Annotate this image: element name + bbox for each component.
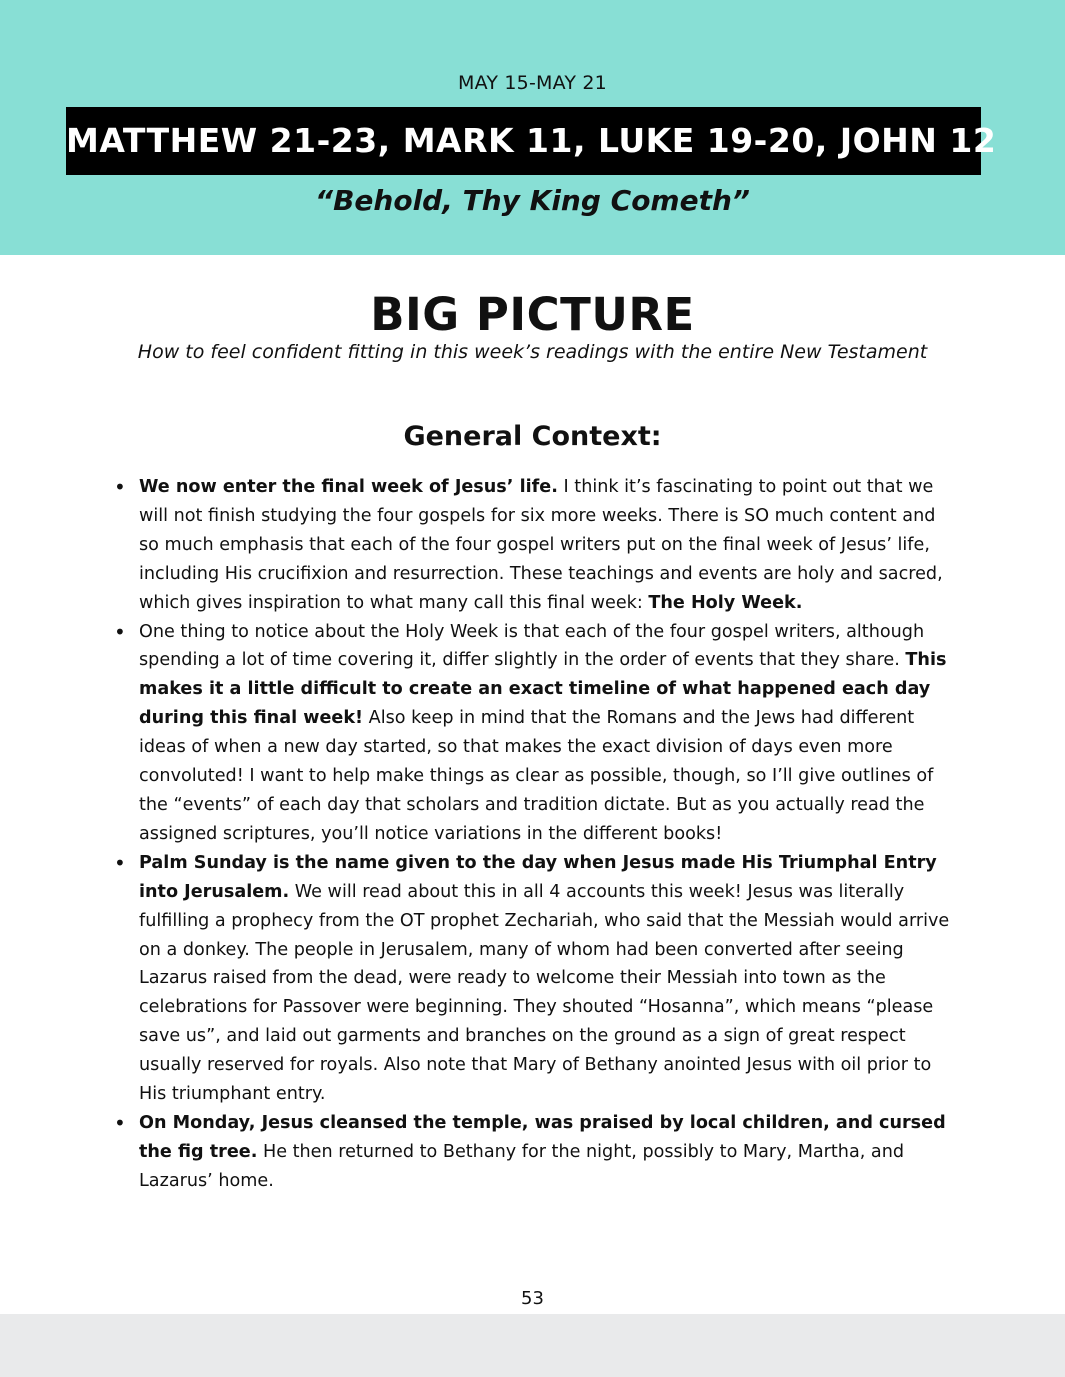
list-item [139, 618, 959, 849]
section-heading: General Context: [403, 421, 662, 452]
list-item [139, 1109, 959, 1196]
bullet-text: I think it’s fascinating to point out that we will not finish studying the four gospels for six more weeks. There is SO much content and so much emphasis that each of the four gospel writers put on the final week of Jesus’ life, including His crucifixion and resurrection. These teachings and events are holy and sacred, which gives inspiration to what many call this final week: [139, 477, 943, 613]
bullet-emphasis: This makes it a little difficult to create an exact timeline of what happened each day during this final week! [139, 650, 947, 729]
list-item [139, 849, 959, 1109]
bullet-text-continued: Also keep in mind that the Romans and the Jews had different ideas of when a new day started, so that makes the exact division of days even more convoluted! I want to help make things as clear as possible, though, so I’ll give outlines of the “events” of each day that scholars and tradition dictate. But as you actually read the assigned scriptures, you’ll notice variations in the different books! [139, 708, 934, 844]
page-tagline: How to feel confident fitting in this week’s readings with the entire New Testament [137, 341, 928, 363]
bullet-lead: We now enter the final week of Jesus’ life. [139, 477, 558, 497]
bullet-lead: Palm Sunday is the name given to the day when Jesus made His Triumphal Entry into Jerusalem. [139, 852, 937, 902]
reading-title: MATTHEW 21-23, MARK 11, LUKE 19-20, JOHN 12 [66, 107, 981, 175]
bullet-tail: The Holy Week. [648, 592, 803, 613]
page-title: BIG PICTURE [370, 288, 695, 341]
header-band [0, 0, 1065, 255]
list-item [139, 473, 959, 618]
page-number: 53 [521, 1288, 544, 1309]
bullet-lead: On Monday, Jesus cleansed the temple, was praised by local children, and cursed the fig tree. [139, 1112, 946, 1162]
bullet-text: One thing to notice about the Holy Week is that each of the four gospel writers, although spending a lot of time covering it, differ slightly in the order of events that they share. [139, 621, 925, 671]
context-list [139, 473, 959, 1196]
bullet-text: We will read about this in all 4 accounts this week! Jesus was literally fulfilling a prophecy from the OT prophet Zechariah, who said that the Messiah would arrive on a donkey. The people in Jerusalem, many of whom had been converted after seeing Lazarus raised from the dead, were ready to welcome their Messiah into town as the celebrations for Passover were beginning. They shouted “Hosanna”, which means “please save us”, and laid out garments and branches on the ground as a sign of great respect usually reserved for royals. Also note that Mary of Bethany anointed Jesus with oil prior to His triumphant entry. [139, 881, 950, 1105]
lesson-subtitle: “Behold, Thy King Cometh” [315, 184, 750, 217]
bullet-text: He then returned to Bethany for the night, possibly to Mary, Martha, and Lazarus’ home. [139, 1141, 905, 1191]
footer-band [0, 1314, 1065, 1377]
date-range: MAY 15-MAY 21 [458, 72, 607, 94]
